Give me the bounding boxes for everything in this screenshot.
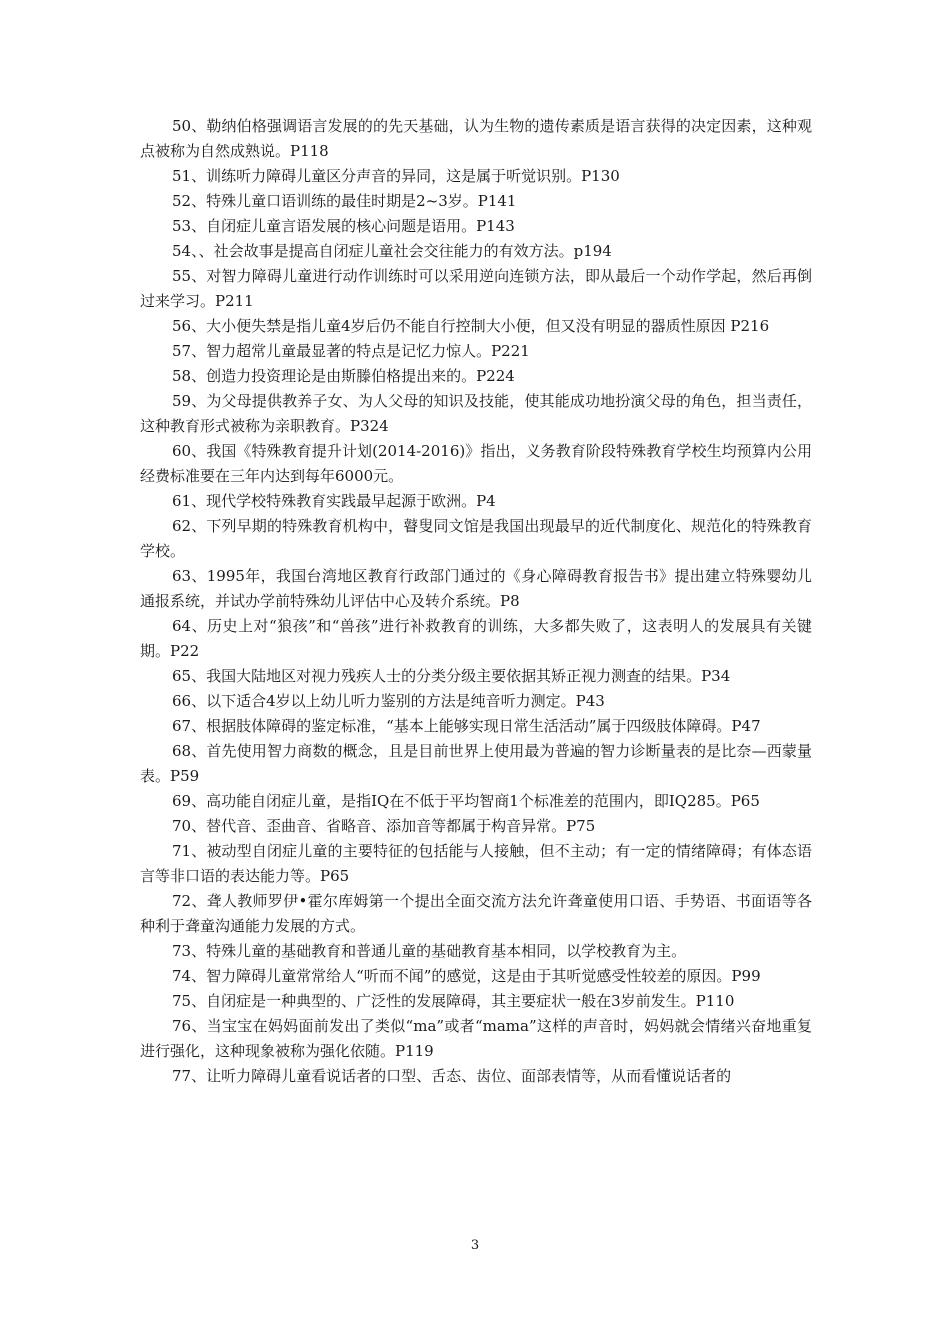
list-item: 58、创造力投资理论是由斯滕伯格提出来的。P224 bbox=[172, 367, 515, 385]
list-item: 73、特殊儿童的基础教育和普通儿童的基础教育基本相同，以学校教育为主。 bbox=[172, 942, 687, 960]
list-item: 75、自闭症是一种典型的、广泛性的发展障碍，其主要症状一般在3岁前发生。P110 bbox=[172, 992, 735, 1010]
list-item: 66、以下适合4岁以上幼儿听力鉴别的方法是纯音听力测定。P43 bbox=[172, 692, 605, 710]
list-item: 70、替代音、歪曲音、省略音、添加音等都属于构音异常。P75 bbox=[172, 817, 596, 835]
list-item: 68、首先使用智力商数的概念，且是目前世界上使用最为普遍的智力诊断量表的是比奈—西蒙量表。P59 bbox=[140, 742, 812, 785]
list-item: 72、聋人教师罗伊•霍尔库姆第一个提出全面交流方法允许聋童使用口语、手势语、书面语等各种利于聋童沟通能力发展的方式。 bbox=[140, 892, 812, 935]
list-item: 60、我国《特殊教育提升计划(2014-2016)》指出，义务教育阶段特殊教育学校生均预算内公用经费标准要在三年内达到每年6000元。 bbox=[140, 442, 812, 485]
list-item: 51、训练听力障碍儿童区分声音的异同，这是属于听觉识别。P130 bbox=[172, 167, 620, 185]
list-item: 56、大小便失禁是指儿童4岁后仍不能自行控制大小便，但又没有明显的器质性原因 P216 bbox=[172, 317, 770, 335]
list-item: 67、根据肢体障碍的鉴定标准，“基本上能够实现日常生活活动”属于四级肢体障碍。P47 bbox=[172, 717, 761, 735]
list-item: 63、1995年，我国台湾地区教育行政部门通过的《身心障碍教育报告书》提出建立特殊婴幼儿通报系统，并试办学前特殊幼儿评估中心及转介系统。P8 bbox=[140, 567, 812, 610]
list-item: 71、被动型自闭症儿童的主要特征的包括能与人接触，但不主动；有一定的情绪障碍；有体态语言等非口语的表达能力等。P65 bbox=[140, 842, 812, 885]
list-item: 61、现代学校特殊教育实践最早起源于欧洲。P4 bbox=[172, 492, 496, 510]
list-item: 65、我国大陆地区对视力残疾人士的分类分级主要依据其矫正视力测查的结果。P34 bbox=[172, 667, 731, 685]
list-item: 69、高功能自闭症儿童，是指IQ在不低于平均智商1个标准差的范围内，即IQ285。P65 bbox=[172, 792, 760, 810]
list-item: 64、历史上对“狼孩”和“兽孩”进行补救教育的训练，大多都失败了，这表明人的发展具有关键期。P22 bbox=[140, 617, 812, 660]
list-item: 74、智力障碍儿童常常给人“听而不闻”的感觉，这是由于其听觉感受性较差的原因。P99 bbox=[172, 967, 761, 985]
list-item: 52、特殊儿童口语训练的最佳时期是2~3岁。P141 bbox=[172, 192, 517, 210]
list-item: 54、、社会故事是提高自闭症儿童社会交往能力的有效方法。p194 bbox=[172, 242, 612, 260]
list-item: 59、为父母提供教养子女、为人父母的知识及技能，使其能成功地扮演父母的角色，担当责任，这种教育形式被称为亲职教育。P324 bbox=[140, 392, 812, 435]
list-item: 50、勒纳伯格强调语言发展的的先天基础，认为生物的遗传素质是语言获得的决定因素，这种观点被称为自然成熟说。P118 bbox=[140, 117, 812, 160]
list-item: 55、对智力障碍儿童进行动作训练时可以采用逆向连锁方法，即从最后一个动作学起，然后再倒过来学习。P211 bbox=[140, 267, 812, 310]
page-number: 3 bbox=[470, 1238, 480, 1253]
list-item: 53、自闭症儿童言语发展的核心问题是语用。P143 bbox=[172, 217, 515, 235]
list-item: 62、下列早期的特殊教育机构中，瞽叟同文馆是我国出现最早的近代制度化、规范化的特殊教育学校。 bbox=[140, 517, 812, 560]
list-item: 76、当宝宝在妈妈面前发出了类似“ma”或者“mama”这样的声音时，妈妈就会情绪兴奋地重复进行强化，这种现象被称为强化依随。P119 bbox=[140, 1017, 812, 1060]
list-item: 57、智力超常儿童最显著的特点是记忆力惊人。P221 bbox=[172, 342, 530, 360]
list-item: 77、让听力障碍儿童看说话者的口型、舌态、齿位、面部表情等，从而看懂说话者的 bbox=[172, 1067, 732, 1085]
document-body bbox=[140, 114, 812, 1089]
